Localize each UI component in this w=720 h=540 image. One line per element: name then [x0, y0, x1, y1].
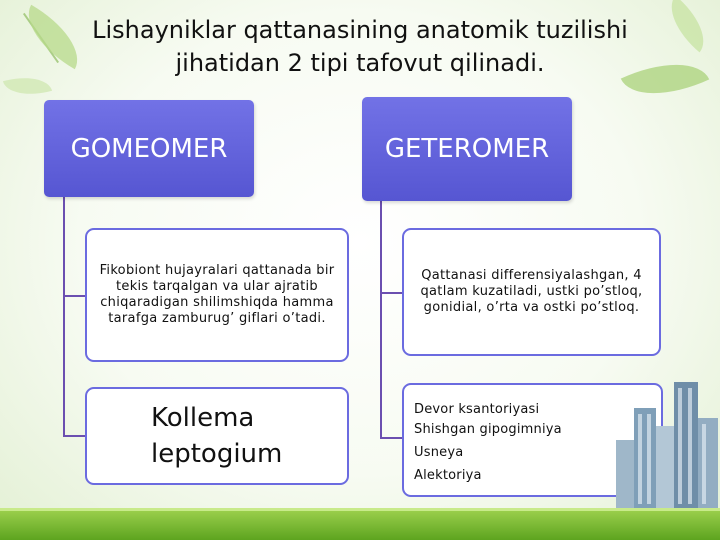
- example-item: Shishgan gipogimniya: [414, 422, 562, 437]
- example-item: Kollema: [151, 403, 255, 433]
- example-item: leptogium: [151, 439, 283, 469]
- connector-line: [63, 197, 65, 437]
- connector-line: [63, 435, 85, 437]
- grass-strip-decoration: [0, 508, 720, 540]
- city-skyline-decoration: [612, 378, 720, 510]
- geteromer-description-text: Qattanasi differensiyalashgan, 4 qatlam kuzatiladi, ustki po’stloq, gonidial, o’rta va ostki po’stloq.: [420, 268, 643, 315]
- slide-title: Lishayniklar qattanasining anatomik tuzilishi jihatidan 2 tipi tafovut qilinadi.: [92, 16, 628, 77]
- gomeomer-description-text: Fikobiont hujayralari qattanada bir tekis tarqalgan va ular ajratib chiqaradigan shilimshiqda hamma tarafga zamburug’ giflari o’tadi.: [99, 263, 335, 326]
- example-item: Usneya: [414, 445, 464, 460]
- example-item: Alektoriya: [414, 468, 482, 483]
- gomeomer-description: [85, 228, 349, 362]
- connector-line: [380, 437, 402, 439]
- gomeomer-examples: [85, 387, 349, 485]
- connector-line: [63, 295, 85, 297]
- example-item: Devor ksantoriyasi: [414, 402, 540, 417]
- gomeomer-heading: [44, 100, 254, 197]
- geteromer-heading-label: GETEROMER: [384, 134, 550, 164]
- geteromer-heading: [362, 97, 572, 201]
- connector-line: [380, 200, 382, 438]
- connector-line: [380, 292, 402, 294]
- gomeomer-heading-label: GOMEOMER: [70, 133, 228, 164]
- geteromer-description: [402, 228, 661, 356]
